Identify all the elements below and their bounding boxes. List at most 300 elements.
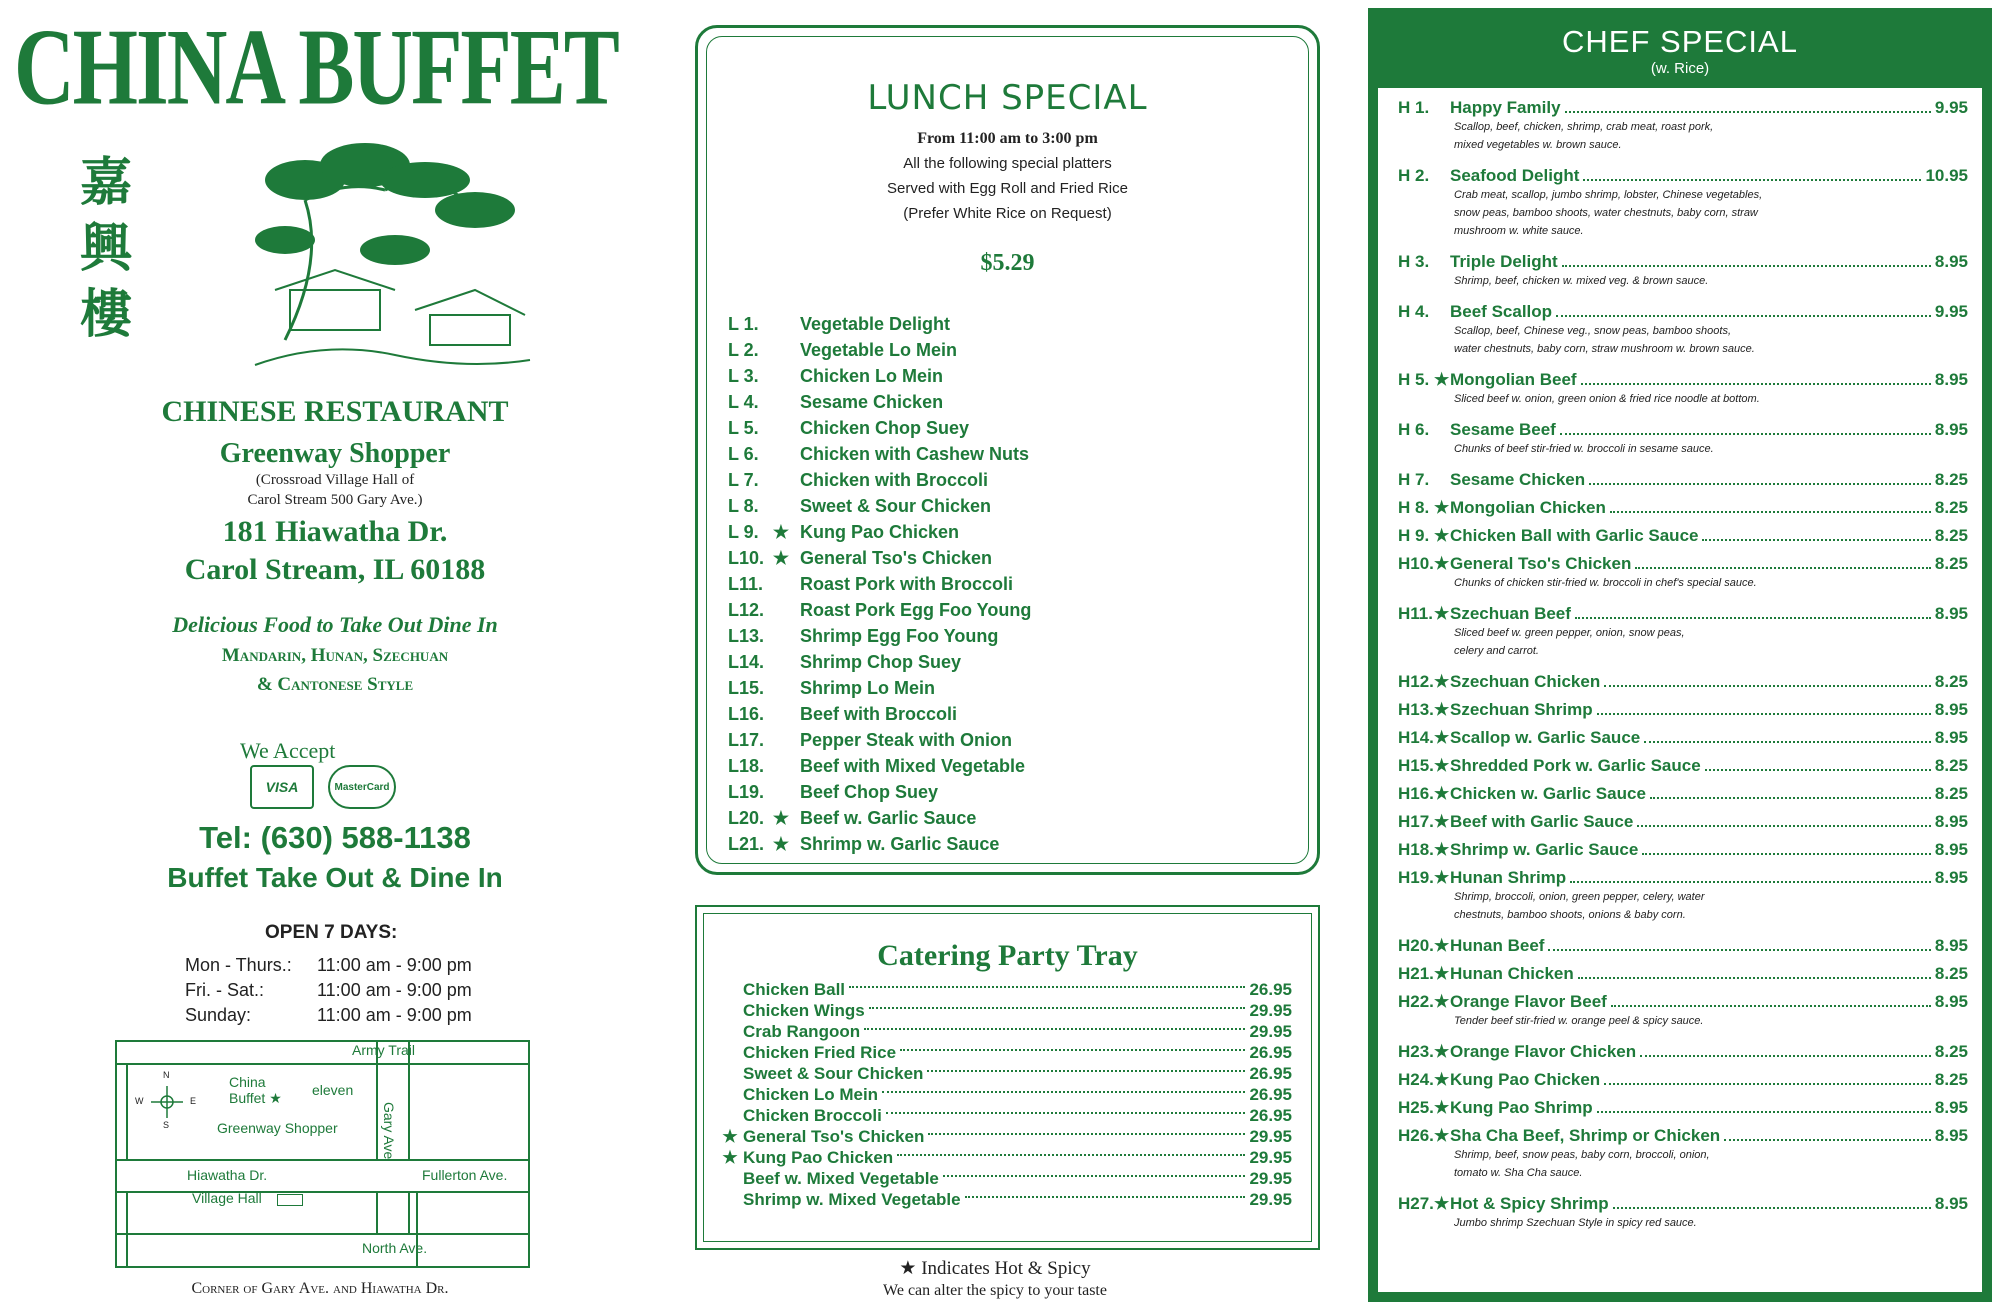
chef-item-price: 8.95	[1934, 936, 1968, 955]
lunch-item-code: L10.	[728, 547, 765, 568]
lunch-items-list	[728, 311, 1288, 857]
dot-leader	[869, 1007, 1246, 1009]
chef-item-code: H10.	[1398, 554, 1434, 573]
lunch-item	[728, 493, 1288, 519]
catering-item-name: General Tso's Chicken	[743, 1126, 925, 1146]
chef-item	[1398, 840, 1968, 860]
chef-item-description: Jumbo shrimp Szechuan Style in spicy red sauce.	[1454, 1217, 1697, 1229]
chef-items-list	[1378, 88, 1982, 1292]
chef-item-price: 8.95	[1934, 1126, 1968, 1145]
dot-leader	[1578, 977, 1931, 979]
chef-item-name: Chicken w. Garlic Sauce	[1450, 784, 1646, 803]
catering-item	[717, 1084, 1292, 1105]
hot-spicy-star-icon: ★	[1434, 840, 1450, 859]
catering-item	[717, 1042, 1292, 1063]
catering-item-name: Chicken Fried Rice	[743, 1042, 897, 1062]
catering-item-price: 26.95	[1249, 1105, 1292, 1125]
dot-leader	[1705, 769, 1931, 771]
lunch-item	[728, 831, 1288, 857]
lunch-item-code: L20.	[728, 807, 765, 828]
catering-box	[695, 905, 1320, 1250]
location-map	[115, 1040, 530, 1268]
hours-row	[185, 980, 472, 1005]
lunch-item-code: L 1.	[728, 313, 759, 334]
chef-item-code: H23.	[1398, 1042, 1434, 1061]
chef-item-price: 8.25	[1934, 554, 1968, 573]
chef-item	[1398, 728, 1968, 748]
village-hall-marker	[277, 1194, 303, 1206]
chef-item	[1398, 302, 1968, 358]
dot-leader	[1613, 1207, 1931, 1209]
chef-item	[1398, 1070, 1968, 1090]
chef-item-name: Hot & Spicy Shrimp	[1450, 1194, 1609, 1213]
lunch-item-name: Shrimp Lo Mein	[800, 677, 935, 698]
hot-spicy-star-icon: ★	[1434, 554, 1450, 573]
chef-item-code: H 3.	[1398, 252, 1430, 271]
dot-leader	[1635, 567, 1931, 569]
lunch-item-name: Sesame Chicken	[800, 391, 944, 412]
chef-item	[1398, 1126, 1968, 1182]
crossroad-line-1: (Crossroad Village Hall of	[255, 472, 415, 488]
hot-spicy-star-icon: ★	[1434, 992, 1450, 1011]
chef-item-price: 8.95	[1934, 812, 1968, 831]
chef-item-name: Beef with Garlic Sauce	[1450, 812, 1634, 831]
map-label-fullerton: Fullerton Ave.	[422, 1167, 508, 1183]
chef-item-name: Beef Scallop	[1450, 302, 1553, 321]
chef-item-name: Triple Delight	[1450, 252, 1558, 271]
chef-item-description: celery and carrot.	[1454, 645, 1539, 657]
chef-item-code: H 1.	[1398, 98, 1430, 117]
tagline: Delicious Food to Take Out Dine In	[172, 612, 498, 637]
chef-item	[1398, 1042, 1968, 1062]
chef-item-price: 9.95	[1934, 302, 1968, 321]
city-address: Carol Stream, IL 60188	[184, 553, 486, 586]
lunch-item-code: L12.	[728, 599, 765, 620]
lunch-line-3: (Prefer White Rice on Request)	[903, 205, 1112, 222]
catering-item-price: 29.95	[1249, 1168, 1292, 1188]
chef-item	[1398, 252, 1968, 290]
hot-spicy-star-icon: ★	[1434, 1194, 1450, 1213]
cuisine-styles-2: & Cantonese Style	[256, 674, 414, 695]
dot-leader	[886, 1112, 1246, 1114]
lunch-line-2: Served with Egg Roll and Fried Rice	[887, 180, 1128, 197]
chef-item-description: Chunks of beef stir-fried w. broccoli in sesame sauce.	[1454, 443, 1714, 455]
dot-leader	[1589, 483, 1931, 485]
chef-item	[1398, 98, 1968, 154]
hours-day: Mon - Thurs.:	[185, 955, 292, 975]
chinese-name	[80, 150, 132, 348]
hours-day: Fri. - Sat.:	[185, 980, 265, 1000]
chef-item	[1398, 700, 1968, 720]
chef-item-description: tomato w. Sha Cha sauce.	[1454, 1167, 1583, 1179]
chef-item-code: H12.	[1398, 672, 1434, 691]
hot-spicy-star-icon: ★	[1434, 526, 1450, 545]
lunch-item-code: L 5.	[728, 417, 759, 438]
chef-item	[1398, 964, 1968, 984]
lunch-item-code: L19.	[728, 781, 765, 802]
dot-leader	[1597, 1111, 1931, 1113]
dot-leader	[927, 1070, 1245, 1072]
chef-item-description: Sliced beef w. green pepper, onion, snow peas,	[1454, 627, 1685, 639]
dot-leader	[849, 986, 1245, 988]
chef-item	[1398, 166, 1968, 240]
chef-item-price: 9.95	[1934, 98, 1968, 117]
chef-item-name: Hunan Chicken	[1450, 964, 1574, 983]
dot-leader	[864, 1028, 1245, 1030]
dot-leader	[1575, 617, 1931, 619]
chef-item-code: H15.	[1398, 756, 1434, 775]
chef-item-code: H 8.	[1398, 498, 1430, 517]
chef-item-name: Shrimp w. Garlic Sauce	[1450, 840, 1639, 859]
chef-item-code: H19.	[1398, 868, 1434, 887]
chef-item-name: Shredded Pork w. Garlic Sauce	[1450, 756, 1701, 775]
dot-leader	[1702, 539, 1930, 541]
dot-leader	[928, 1133, 1245, 1135]
chef-item-price: 8.95	[1934, 840, 1968, 859]
lunch-item-code: L11.	[728, 573, 764, 594]
dot-leader	[1644, 741, 1931, 743]
catering-item	[717, 1105, 1292, 1126]
chef-item-price: 8.25	[1934, 784, 1968, 803]
lunch-item	[728, 597, 1288, 623]
lunch-item	[728, 675, 1288, 701]
lunch-item	[728, 727, 1288, 753]
chef-item	[1398, 672, 1968, 692]
catering-item-price: 26.95	[1249, 979, 1292, 999]
chef-item-description: Crab meat, scallop, jumbo shrimp, lobster, Chinese vegetables,	[1454, 189, 1763, 201]
chef-item-price: 8.95	[1934, 252, 1968, 271]
lunch-item-name: Roast Pork Egg Foo Young	[800, 599, 1032, 620]
chef-item-code: H17.	[1398, 812, 1434, 831]
dot-leader	[1581, 383, 1931, 385]
lunch-item-name: Roast Pork with Broccoli	[800, 573, 1014, 594]
compass-n: N	[163, 1070, 170, 1080]
chef-item-code: H 4.	[1398, 302, 1430, 321]
chef-item-name: Kung Pao Chicken	[1450, 1070, 1601, 1089]
chef-item-name: Scallop w. Garlic Sauce	[1450, 728, 1641, 747]
restaurant-logo-title: CHINA BUFFET	[14, 7, 618, 129]
map-roads	[117, 1042, 528, 1266]
pagoda-tree-illustration	[245, 140, 535, 370]
catering-item-price: 29.95	[1249, 1021, 1292, 1041]
chef-item-price: 8.25	[1934, 964, 1968, 983]
chef-item-code: H22.	[1398, 992, 1434, 1011]
lunch-item	[728, 753, 1288, 779]
chef-item	[1398, 992, 1968, 1030]
alter-spicy-note: We can alter the spicy to your taste	[883, 1282, 1107, 1299]
lunch-item-name: Vegetable Delight	[800, 313, 951, 334]
chef-item	[1398, 1194, 1968, 1232]
chef-item-price: 8.25	[1934, 672, 1968, 691]
lunch-item-code: L 2.	[728, 339, 759, 360]
hot-spicy-star-icon: ★	[1434, 1098, 1450, 1117]
lunch-item-name: Sweet & Sour Chicken	[800, 495, 992, 516]
lunch-item-code: L 3.	[728, 365, 759, 386]
crossroad-line-2: Carol Stream 500 Gary Ave.)	[247, 492, 423, 508]
catering-item	[717, 1147, 1292, 1168]
lunch-item-code: L14.	[728, 651, 765, 672]
lunch-item	[728, 779, 1288, 805]
dot-leader	[1637, 825, 1931, 827]
lunch-item-code: L18.	[728, 755, 765, 776]
lunch-item-code: L13.	[728, 625, 765, 646]
mastercard-label: MasterCard	[334, 781, 390, 793]
lunch-item	[728, 545, 1288, 571]
dot-leader	[882, 1091, 1245, 1093]
chef-item-description: Scallop, beef, Chinese veg., snow peas, bamboo shoots,	[1454, 325, 1732, 337]
dot-leader	[1611, 1005, 1931, 1007]
map-label-buffet: Buffet ★	[229, 1090, 282, 1106]
chef-item-price: 8.25	[1934, 1070, 1968, 1089]
lunch-time: From 11:00 am to 3:00 pm	[917, 130, 1098, 147]
lunch-item-name: Beef with Mixed Vegetable	[800, 755, 1026, 776]
dot-leader	[1642, 853, 1931, 855]
lunch-item-code: L15.	[728, 677, 765, 698]
lunch-item	[728, 467, 1288, 493]
hot-spicy-star-icon: ★	[1434, 756, 1450, 775]
chef-item	[1398, 936, 1968, 956]
map-label-greenway: Greenway Shopper	[217, 1120, 338, 1136]
map-label-gary-ave: Gary Ave	[381, 1102, 397, 1160]
catering-item-name: Sweet & Sour Chicken	[743, 1063, 924, 1083]
dot-leader	[1724, 1139, 1931, 1141]
map-label-eleven: eleven	[312, 1082, 354, 1098]
dot-leader	[943, 1175, 1246, 1177]
hours-time: 11:00 am - 9:00 pm	[317, 1005, 472, 1025]
lunch-item-code: L 9.	[728, 521, 759, 542]
dot-leader	[1604, 1083, 1931, 1085]
chef-item	[1398, 756, 1968, 776]
dot-leader	[1565, 111, 1931, 113]
chef-item-name: Hunan Shrimp	[1450, 868, 1567, 887]
phone-number: Tel: (630) 588-1138	[199, 820, 471, 855]
buffet-dine-in: Buffet Take Out & Dine In	[167, 862, 503, 893]
chef-item-code: H 5.	[1398, 370, 1430, 389]
chef-item-name: General Tso's Chicken	[1450, 554, 1632, 573]
chef-item-code: H11.	[1398, 604, 1433, 623]
hot-spicy-star-icon: ★	[1434, 498, 1450, 517]
lunch-item	[728, 519, 1288, 545]
lunch-item-name: Beef Chop Suey	[800, 781, 939, 802]
catering-item-name: Shrimp w. Mixed Vegetable	[743, 1189, 961, 1209]
lunch-title: LUNCH SPECIAL	[867, 78, 1148, 118]
chef-item-price: 8.25	[1934, 470, 1968, 489]
catering-items-list	[717, 979, 1292, 1210]
compass-e: E	[190, 1096, 197, 1106]
lunch-item	[728, 415, 1288, 441]
chef-item-name: Szechuan Shrimp	[1450, 700, 1593, 719]
dot-leader	[1610, 511, 1931, 513]
chef-item-code: H 7.	[1398, 470, 1430, 489]
dot-leader	[900, 1049, 1245, 1051]
chef-item-description: mixed vegetables w. brown sauce.	[1454, 139, 1622, 151]
chinese-char: 嘉	[80, 153, 133, 213]
dot-leader	[1562, 265, 1931, 267]
chef-item-description: Shrimp, broccoli, onion, green pepper, celery, water	[1454, 891, 1705, 903]
chef-item-code: H 9.	[1398, 526, 1430, 545]
lunch-item-name: Shrimp Egg Foo Young	[800, 625, 999, 646]
chef-item-price: 8.25	[1934, 498, 1968, 517]
chef-item-name: Mongolian Beef	[1450, 370, 1577, 389]
catering-item-name: Chicken Lo Mein	[743, 1084, 879, 1104]
chef-item-name: Orange Flavor Beef	[1450, 992, 1607, 1011]
catering-item	[717, 1063, 1292, 1084]
lunch-item-code: L 7.	[728, 469, 759, 490]
chef-item	[1398, 420, 1968, 458]
catering-item-name: Chicken Broccoli	[743, 1105, 882, 1125]
hot-spicy-star-icon: ★	[1434, 700, 1450, 719]
chef-item	[1398, 526, 1968, 546]
chef-item-code: H26.	[1398, 1126, 1434, 1145]
lunch-item	[728, 311, 1288, 337]
dot-leader	[1570, 881, 1931, 883]
chef-item-description: water chestnuts, baby corn, straw mushroom w. brown sauce.	[1454, 343, 1755, 355]
lunch-item	[728, 649, 1288, 675]
chef-item-name: Sha Cha Beef, Shrimp or Chicken	[1450, 1126, 1721, 1145]
chef-item-price: 8.25	[1934, 756, 1968, 775]
lunch-item	[728, 441, 1288, 467]
map-label-north-ave: North Ave.	[362, 1240, 428, 1256]
map-label-china: China	[229, 1074, 266, 1090]
chef-item-price: 8.95	[1934, 728, 1968, 747]
dot-leader	[1597, 713, 1931, 715]
catering-item-price: 26.95	[1249, 1063, 1292, 1083]
open-days-label: OPEN 7 DAYS:	[265, 922, 398, 943]
map-label-army-trail: Army Trail	[352, 1042, 415, 1058]
chef-item-description: Chunks of chicken stir-fried w. broccoli in chef's special sauce.	[1454, 577, 1757, 589]
lunch-item-name: Kung Pao Chicken	[800, 521, 960, 542]
chef-subtitle: (w. Rice)	[1650, 60, 1710, 77]
chef-title: CHEF SPECIAL	[1562, 24, 1798, 59]
chef-item-code: H25.	[1398, 1098, 1434, 1117]
lunch-item-name: Beef with Broccoli	[800, 703, 958, 724]
chef-item-name: Hunan Beef	[1450, 936, 1545, 955]
hot-spicy-star-icon: ★	[1434, 1070, 1450, 1089]
chef-item-code: H 2.	[1398, 166, 1430, 185]
catering-item-name: Chicken Ball	[743, 979, 846, 999]
catering-item-name: Beef w. Mixed Vegetable	[743, 1168, 939, 1188]
compass-w: W	[135, 1096, 144, 1106]
catering-item-price: 29.95	[1249, 1126, 1292, 1146]
lunch-item-name: Pepper Steak with Onion	[800, 729, 1013, 750]
lunch-item	[728, 337, 1288, 363]
catering-item-name: Chicken Wings	[743, 1000, 865, 1020]
visa-card-icon	[250, 765, 314, 809]
lunch-special-box	[695, 25, 1320, 875]
chef-item-description: Scallop, beef, chicken, shrimp, crab meat, roast pork,	[1454, 121, 1714, 133]
hot-spicy-star-icon: ★	[772, 807, 790, 828]
chef-item-description: Shrimp, beef, chicken w. mixed veg. & brown sauce.	[1454, 275, 1709, 287]
we-accept-label: We Accept	[240, 738, 336, 763]
chef-item-name: Sesame Beef	[1450, 420, 1556, 439]
chef-item-code: H16.	[1398, 784, 1434, 803]
lunch-item	[728, 623, 1288, 649]
mastercard-icon	[328, 765, 396, 809]
catering-item	[717, 979, 1292, 1000]
chef-item	[1398, 812, 1968, 832]
lunch-item	[728, 389, 1288, 415]
chef-special-panel	[1368, 8, 1992, 1302]
chef-item-code: H24.	[1398, 1070, 1434, 1089]
chef-item-name: Kung Pao Shrimp	[1450, 1098, 1593, 1117]
lunch-item	[728, 701, 1288, 727]
chef-item	[1398, 498, 1968, 518]
chef-item-price: 10.95	[1925, 166, 1968, 185]
left-panel	[0, 0, 650, 1308]
dot-leader	[1640, 1055, 1931, 1057]
map-label-hiawatha: Hiawatha Dr.	[187, 1167, 268, 1183]
lunch-item-name: Chicken Lo Mein	[800, 365, 944, 386]
hot-spicy-star-icon: ★	[1434, 812, 1450, 831]
cuisine-styles-1: Mandarin, Hunan, Szechuan	[221, 645, 449, 666]
chef-header	[1368, 8, 1992, 88]
hours-time: 11:00 am - 9:00 pm	[317, 955, 472, 975]
restaurant-heading: CHINESE RESTAURANT	[161, 395, 509, 428]
hot-spicy-star-icon: ★	[1434, 784, 1450, 803]
shopper-name: Greenway Shopper	[219, 438, 451, 469]
hot-spicy-star-icon: ★	[772, 547, 790, 568]
catering-item	[717, 1000, 1292, 1021]
hot-spicy-star-icon: ★	[722, 1126, 738, 1146]
catering-item	[717, 1021, 1292, 1042]
hours-row	[185, 955, 472, 980]
lunch-item-name: General Tso's Chicken	[800, 547, 993, 568]
lunch-line-1: All the following special platters	[903, 155, 1112, 172]
map-label-village-hall: Village Hall	[192, 1190, 262, 1206]
chef-item-price: 8.95	[1934, 700, 1968, 719]
chef-item-price: 8.95	[1934, 1194, 1968, 1213]
chef-item-code: H13.	[1398, 700, 1434, 719]
chef-item-name: Szechuan Chicken	[1450, 672, 1601, 691]
chinese-char: 興	[80, 219, 133, 279]
hot-spicy-star-icon: ★	[1434, 728, 1450, 747]
lunch-item	[728, 363, 1288, 389]
lunch-item	[728, 571, 1288, 597]
hot-spicy-star-icon: ★	[1434, 1042, 1450, 1061]
chef-item-price: 8.95	[1934, 1098, 1968, 1117]
chef-item-price: 8.95	[1934, 868, 1968, 887]
catering-item-name: Crab Rangoon	[743, 1021, 861, 1041]
dot-leader	[1560, 433, 1931, 435]
hot-spicy-star-icon: ★	[1434, 868, 1450, 887]
chef-item-description: mushroom w. white sauce.	[1454, 225, 1584, 237]
chef-item	[1398, 604, 1968, 660]
chef-item-code: H21.	[1398, 964, 1434, 983]
chef-item	[1398, 370, 1968, 408]
chef-item-code: H18.	[1398, 840, 1434, 859]
corner-caption: Corner of Gary Ave. and Hiawatha Dr.	[191, 1280, 449, 1297]
dot-leader	[1604, 685, 1931, 687]
hours-time: 11:00 am - 9:00 pm	[317, 980, 472, 1000]
catering-item	[717, 1189, 1292, 1210]
chef-item-code: H27.	[1398, 1194, 1434, 1213]
dot-leader	[1548, 949, 1930, 951]
chef-item-name: Mongolian Chicken	[1450, 498, 1606, 517]
dot-leader	[1583, 179, 1921, 181]
catering-item-price: 26.95	[1249, 1084, 1292, 1104]
catering-item-price: 29.95	[1249, 1000, 1292, 1020]
catering-title: Catering Party Tray	[877, 939, 1138, 972]
hot-spicy-star-icon: ★	[1434, 604, 1450, 623]
lunch-item-code: L 4.	[728, 391, 759, 412]
lunch-item-name: Shrimp Chop Suey	[800, 651, 962, 672]
chef-item-description: snow peas, bamboo shoots, water chestnuts, baby corn, straw	[1454, 207, 1758, 219]
lunch-item	[728, 805, 1288, 831]
dot-leader	[897, 1154, 1245, 1156]
lunch-item-code: L 6.	[728, 443, 759, 464]
visa-label: VISA	[265, 779, 299, 795]
chef-item-price: 8.95	[1934, 604, 1968, 623]
